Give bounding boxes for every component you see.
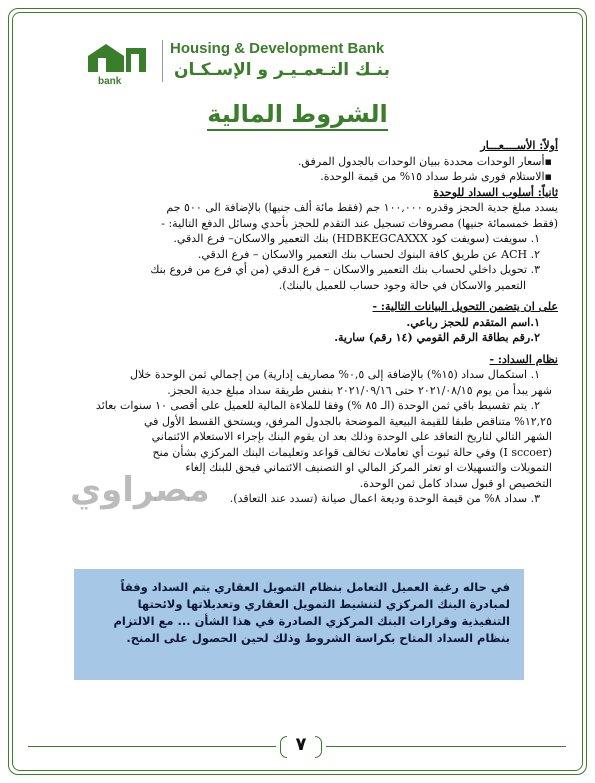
system-item-cont: ١٢,٢٥% متناقص طبقا للقيمة البيعية الموضحة بالجدول المرفق، ويستحق القسط الأول في (144, 414, 552, 428)
system-item: ٢. يتم تقسيط باقي ثمن الوحدة (الـ ٨٥ %) وفقا للملاءة المالية للعميل على أقصى ١٠ سنوات بعائد (95, 399, 540, 412)
logo-text: bank (98, 76, 122, 87)
system-item: ٣. سداد ٨% من قيمة الوحدة وديعة اعمال صيانة (تسدد عند التعاقد). (229, 492, 540, 505)
payment-heading: ثانياً: أسلوب السداد للوحدة (433, 185, 558, 199)
document-body (36, 138, 558, 507)
payment-method: ١. سويفت (سويفت كود HDBKEGCAXXX) بنك التعمير والاسكان– فرع الدقي. (173, 232, 540, 245)
bank-header (70, 36, 540, 90)
system-heading: نظام السداد: - (489, 352, 558, 366)
payment-method: ٢. ACH عن طريق كافة البنوك لحساب بنك التعمير والاسكان – فرع الدقي. (197, 247, 540, 261)
prices-heading: أولاً: الأســــعـــار (480, 139, 558, 152)
system-item-cont: شهر يبدأ من يوم ٢٠٢١/٠٨/١٥ حتى ٢٠٢١/٠٩/١٦ بنفس طريقة سداد مبلغ جدية الحجز. (167, 383, 552, 397)
payment-intro-line: يسدد مبلغ جدية الحجز وقدره ١٠٠,٠٠٠ جم (فقط مائة ألف جنيها) بالإضافة الى ٥٠٠ جم (166, 201, 558, 214)
bank-name-english: Housing & Development Bank (170, 40, 385, 57)
transfer-heading: على ان يتضمن التحويل البيانات التالية: - (372, 300, 558, 313)
payment-intro-line: (فقط خمسمائة جنيها) مصروفات تسجيل عند التقدم للحجز بأحدي وسائل الدفع التالية: - (161, 216, 558, 230)
footer-line-left (28, 746, 276, 747)
footer-line-right (326, 746, 566, 747)
system-item-cont: التمويلات والتسهيلات او تعثر المركز المالي او التصنيف الائتماني فيحق للبنك إلغاء (185, 461, 552, 474)
payment-method-cont: التعمير والاسكان في حالة وجود حساب للعميل بالبنك). (278, 278, 526, 292)
financing-notice: في حاله رغبة العميل التعامل بنظام التمويل العقاري يتم السداد وفقاً لمبادرة البنك المركزي لتنشيط التمويل العقاري وتعديلاتها ولائحتها التنفيذية وقرارات البنك المركزي الصادرة في هذا الشأن ... مع الالتزام بنظام السداد المتاح بكراسة الشروط وذلك لحين الحصول على المنح. (74, 569, 524, 680)
bank-logo (84, 38, 150, 88)
system-item-cont: الشهر التالي لتاريخ التعاقد على الوحدة وذلك بعد ان يقوم البنك بإجراء الاستعلام الائتماني (151, 430, 552, 443)
system-item-cont: (I sccoer) وفي حالة ثبوت أي تعاملات تخالف قواعد وتعليمات البنك المركزي بشأن منح (152, 445, 552, 459)
system-item: ١. استكمال سداد (١٥%) بالإضافة إلى ٠,٥% مصاريف إدارية) من إجمالي ثمن الوحدة خلال (130, 368, 540, 381)
bank-name-arabic: بنـك التـعمـيـر و الإسـكـان (174, 60, 390, 80)
prices-item: ▪أسعار الوحدات محددة ببيان الوحدات بالجدول المرفق. (297, 154, 552, 168)
watermark-logo: مصراوي (70, 470, 210, 510)
transfer-item: ٢.رقم بطاقة الرقم القومي (١٤ رقم) سارية. (334, 331, 540, 344)
prices-item: ▪الاستلام فورى شرط سداد ١٥% من قيمة الوحدة. (320, 170, 552, 183)
page-number: ٧ (284, 734, 318, 758)
transfer-item: ١.اسم المتقدم للحجز رباعي. (406, 315, 540, 329)
system-item-cont: التخصيص او قبول سداد كامل ثمن الوحدة. (359, 476, 552, 490)
logo-divider (162, 40, 163, 82)
payment-method: ٣. تحويل داخلي لحساب بنك التعمير والاسكان – فرع الدقي (من أي فرع من فروع بنك (150, 263, 540, 276)
page-title: الشروط المالية (0, 100, 595, 128)
